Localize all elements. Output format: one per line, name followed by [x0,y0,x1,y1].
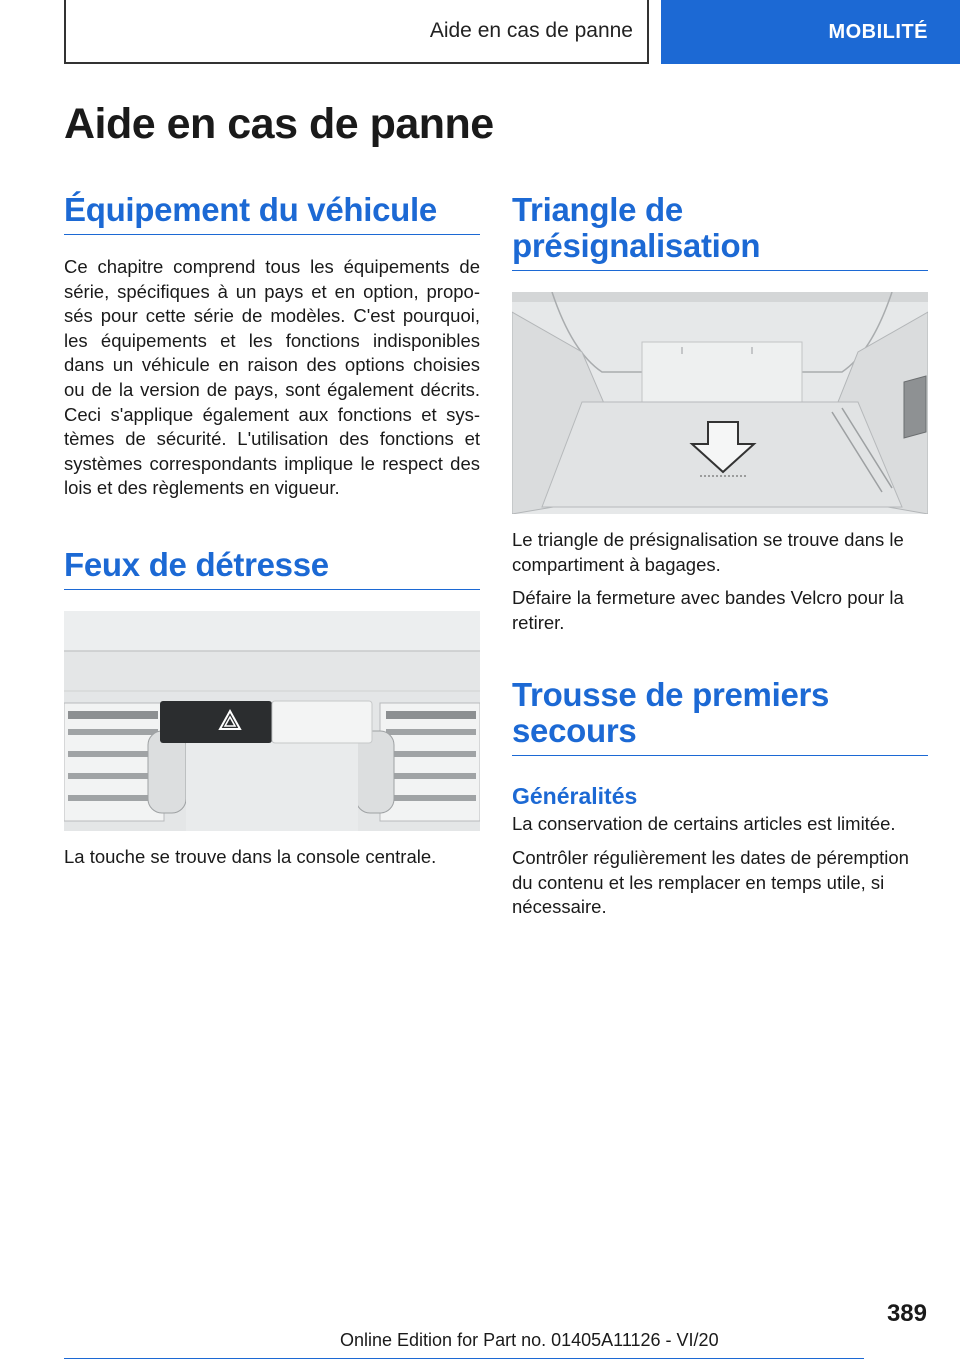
heading-warning-triangle-line1: Triangle de [512,191,683,228]
page-number: 389 [886,1300,927,1327]
chapter-tab [661,0,960,64]
page-title: Aide en cas de panne [64,100,494,148]
triangle-location-text: Le triangle de présignalisation se trouve dans le compartiment à bagages. [512,529,904,575]
right-column [512,192,928,920]
first-aid-shelf-life-text: La conservation de certains articles est limitée. [512,813,896,835]
hazard-button [160,701,272,743]
heading-first-aid-kit [512,677,928,756]
subheading-general: Généralités [512,783,638,810]
heading-vehicle-equipment: Équipement du véhicule [64,192,480,235]
first-aid-check-text: Contrôler régulièrement les dates de péremption du contenu et les remplacer en temps utile, si nécessaire. [512,846,909,918]
running-header-section [64,0,649,64]
heading-first-aid-kit-line1: Trousse de premiers [512,676,830,714]
hazard-caption: La touche se trouve dans la console centrale. [64,845,437,867]
luggage-compartment-illustration [512,292,928,514]
running-header-section-text: Aide en cas de panne [429,19,633,42]
equipment-body: Ce chapitre comprend tous les équipements de série, spécifiques à un pays et en option, propo-sés pour cette série de modèles. C'est pourquoi, les équipements et les fonctions indisponibles dans un véhicule en raison des options choisies ou de la version de pays, sont également décrits. Ceci s'applique également aux fonctions et sys-tèmes de sécurité. L'utilisation des fonctions et systèmes correspondants implique le respect des lois et des règlements en vigueur. [64,256,480,499]
chapter-tab-label: MOBILITÉ [828,20,928,43]
left-column [64,192,480,870]
footer-edition: Online Edition for Part no. 01405A11126 - VI/20 [340,1330,719,1350]
footer-rule [64,1358,864,1359]
heading-first-aid-kit-line2: secours [512,712,637,750]
heading-hazard-lights: Feux de détresse [64,547,480,590]
hazard-button-illustration [64,611,480,831]
heading-warning-triangle-line2: présignalisation [512,227,761,264]
heading-warning-triangle [512,192,928,271]
triangle-removal-text: Défaire la fermeture avec bandes Velcro pour la retirer. [512,587,904,633]
